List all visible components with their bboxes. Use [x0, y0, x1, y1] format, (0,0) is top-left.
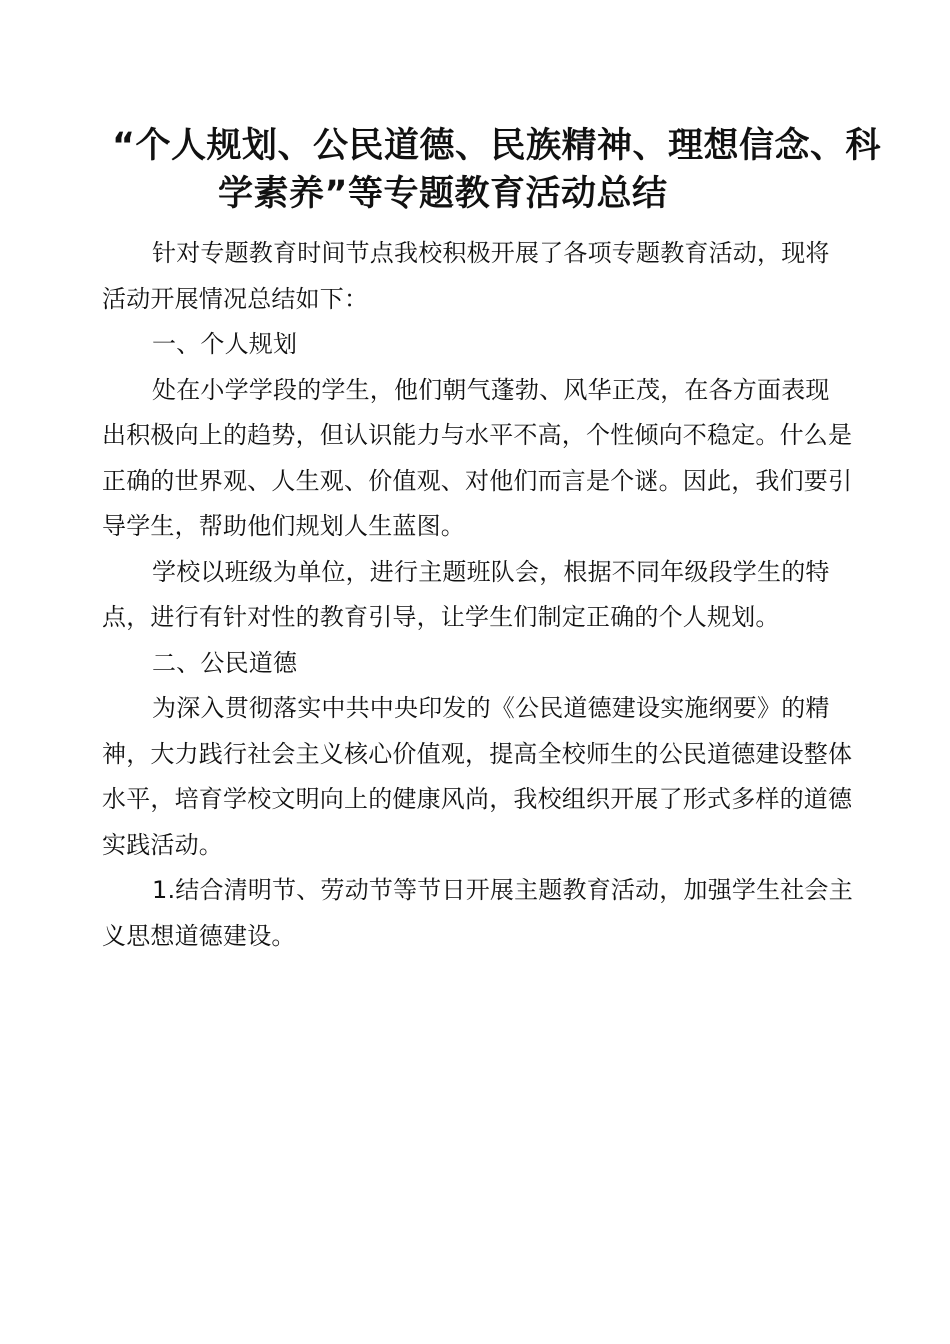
intro-line-1: 针对专题教育时间节点我校积极开展了各项专题教育活动，现将 — [152, 239, 830, 267]
section1-p1-line-3: 正确的世界观、人生观、价值观、对他们而言是个谜。因此，我们要引 — [102, 466, 853, 495]
document-title — [100, 122, 882, 218]
section1-paragraph-2 — [102, 550, 862, 641]
title-line-1: “个人规划、公民道德、民族精神、理想信念、科 — [112, 126, 882, 166]
section2-p1-line-2: 神，大力践行社会主义核心价值观，提高全校师生的公民道德建设整体 — [102, 739, 853, 768]
section2-p1-line-1: 为深入贯彻落实中共中央印发的《公民道德建设实施纲要》的精 — [152, 694, 830, 722]
section1-p2-line-1: 学校以班级为单位，进行主题班队会，根据不同年级段学生的特 — [152, 557, 830, 586]
intro-paragraph — [102, 231, 862, 322]
section1-p1-line-1: 处在小学学段的学生，他们朝气蓬勃、风华正茂，在各方面表现 — [152, 375, 830, 404]
section2-item-1 — [102, 868, 862, 959]
section2-item1-line-1: 1.结合清明节、劳动节等节日开展主题教育活动，加强学生社会主 — [152, 876, 853, 904]
section2-paragraph-1 — [102, 686, 862, 868]
section2-p1-line-4: 实践活动。 — [102, 830, 223, 859]
section1-p2-line-2: 点，进行有针对性的教育引导，让学生们制定正确的个人规划。 — [102, 603, 780, 631]
section2-item1-line-2: 义思想道德建设。 — [102, 921, 296, 950]
section1-p1-line-4: 导学生，帮助他们规划人生蓝图。 — [102, 512, 465, 540]
section1-p1-line-2: 出积极向上的趋势，但认识能力与水平不高，个性倾向不稳定。什么是 — [102, 421, 853, 449]
section-heading-personal-planning: 一、个人规划 — [152, 330, 298, 358]
intro-line-2: 活动开展情况总结如下： — [102, 284, 369, 313]
title-line-2: 学素养”等专题教育活动总结 — [218, 174, 668, 214]
section-heading-civic-morality: 二、公民道德 — [152, 648, 298, 677]
section2-p1-line-3: 水平，培育学校文明向上的健康风尚，我校组织开展了形式多样的道德 — [102, 785, 853, 813]
section1-paragraph-1 — [102, 368, 862, 550]
document-body — [102, 231, 862, 959]
